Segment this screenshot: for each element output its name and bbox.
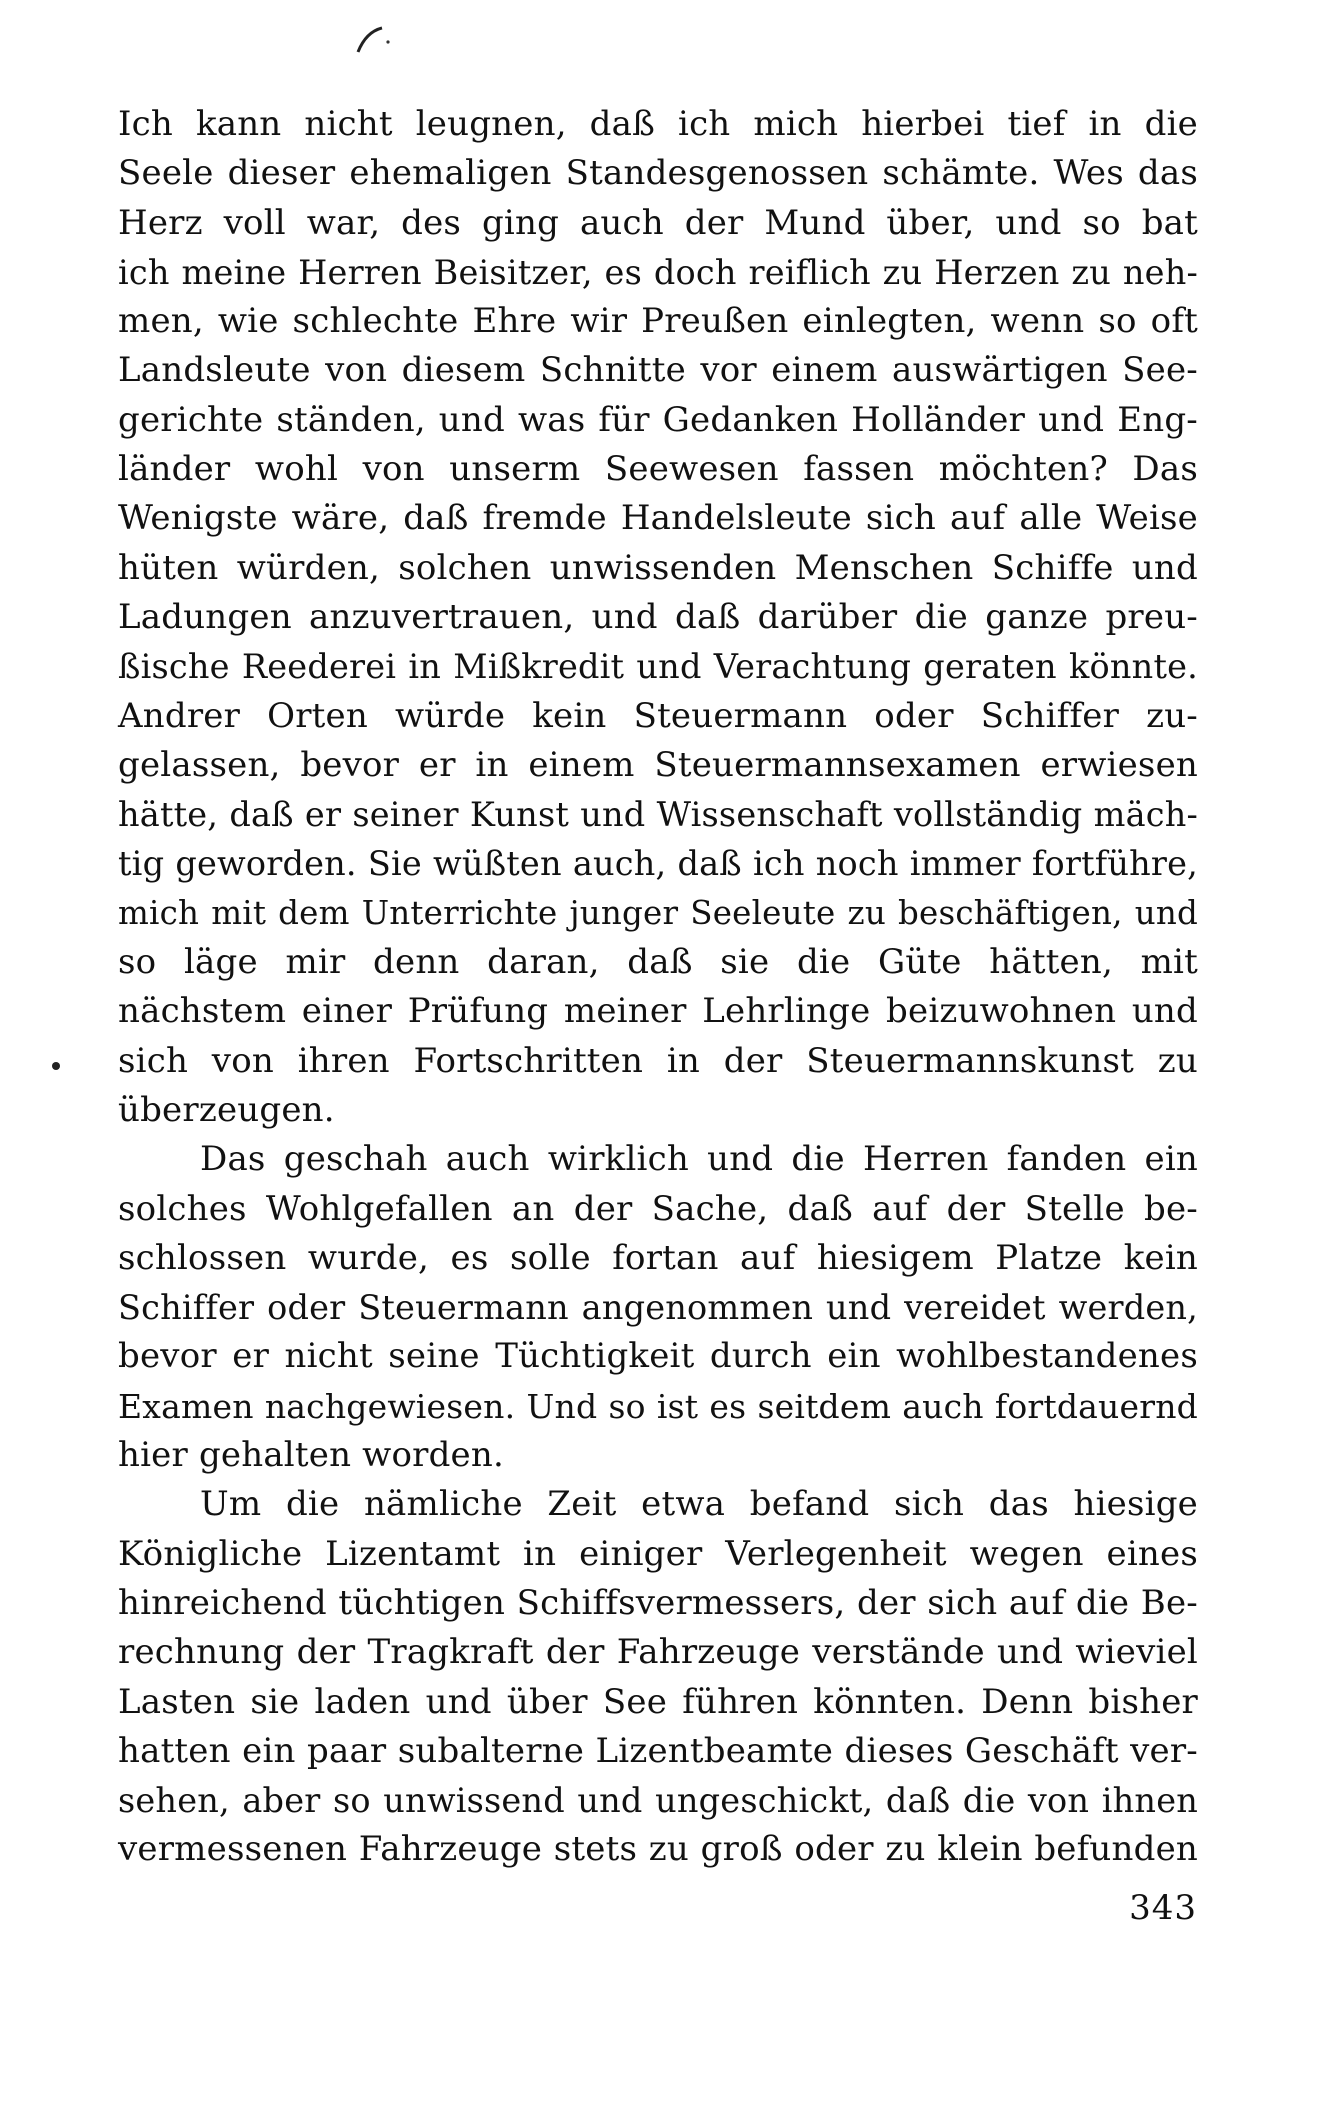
text-line: tig geworden. Sie wüßten auch, daß ich noch immer fortführe, bbox=[118, 844, 1198, 884]
text-line: Ich kann nicht leugnen, daß ich mich hierbei tief in die bbox=[118, 104, 1198, 144]
text-line: so läge mir denn daran, daß sie die Güte hätten, mit bbox=[118, 942, 1198, 983]
text-line: Wenigste wäre, daß fremde Handelsleute sich auf alle Weise bbox=[118, 498, 1198, 539]
text-line: ßische Reederei in Mißkredit und Verachtung geraten könnte. bbox=[118, 647, 1198, 687]
text-line: vermessenen Fahrzeuge stets zu groß oder zu klein befunden bbox=[118, 1829, 1198, 1870]
text-line: hüten würden, solchen unwissenden Menschen Schiffe und bbox=[118, 547, 1198, 588]
text-line: sich von ihren Fortschritten in der Steuermannskunst zu bbox=[118, 1040, 1198, 1081]
body-text bbox=[118, 100, 1198, 1875]
text-line: Herz voll war, des ging auch der Mund über, und so bat bbox=[118, 202, 1198, 243]
text-line: Ladungen anzuvertrauen, und daß darüber die ganze preu- bbox=[118, 596, 1198, 637]
page-number: 343 bbox=[1129, 1888, 1197, 1928]
text-line: bevor er nicht seine Tüchtigkeit durch ein wohlbestandenes bbox=[118, 1336, 1198, 1377]
text-line: Andrer Orten würde kein Steuermann oder Schiffer zu- bbox=[118, 695, 1198, 736]
text-line: hatten ein paar subalterne Lizentbeamte dieses Geschäft ver- bbox=[118, 1730, 1198, 1771]
text-line: Königliche Lizentamt in einiger Verlegenheit wegen eines bbox=[118, 1533, 1198, 1574]
text-line: Schiffer oder Steuermann angenommen und vereidet werden, bbox=[118, 1288, 1198, 1328]
text-line: mich mit dem Unterrichte junger Seeleute zu beschäftigen, und bbox=[118, 893, 1198, 932]
text-line: hätte, daß er seiner Kunst und Wissenschaft vollständig mäch- bbox=[118, 795, 1198, 835]
text-line: Lasten sie laden und über See führen könnten. Denn bisher bbox=[118, 1681, 1198, 1722]
text-line: hier gehalten worden. bbox=[118, 1435, 504, 1476]
stray-ink-dot bbox=[52, 1062, 60, 1070]
text-line: Das geschah auch wirklich und die Herren fanden ein bbox=[200, 1139, 1198, 1180]
stray-ink-mark bbox=[352, 22, 392, 62]
text-line: Landsleute von diesem Schnitte vor einem auswärtigen See- bbox=[118, 350, 1198, 391]
paragraph-1 bbox=[118, 100, 1198, 1135]
text-line: solches Wohlgefallen an der Sache, daß auf der Stelle be- bbox=[118, 1188, 1198, 1229]
paragraph-2 bbox=[118, 1135, 1198, 1480]
text-line: hinreichend tüchtigen Schiffsvermessers, der sich auf die Be- bbox=[118, 1582, 1198, 1623]
text-line: sehen, aber so unwissend und ungeschickt, daß die von ihnen bbox=[118, 1781, 1198, 1821]
text-line: länder wohl von unserm Seewesen fassen möchten? Das bbox=[118, 449, 1198, 490]
text-line: men, wie schlechte Ehre wir Preußen einlegten, wenn so oft bbox=[118, 301, 1198, 342]
text-line: schlossen wurde, es solle fortan auf hiesigem Platze kein bbox=[118, 1237, 1198, 1278]
text-line: Examen nachgewiesen. Und so ist es seitdem auch fortdauernd bbox=[118, 1386, 1198, 1426]
text-line: gerichte ständen, und was für Gedanken Holländer und Eng- bbox=[118, 399, 1198, 440]
text-line: gelassen, bevor er in einem Steuermannsexamen erwiesen bbox=[118, 744, 1198, 785]
text-line: ich meine Herren Beisitzer, es doch reiflich zu Herzen zu neh- bbox=[118, 252, 1198, 292]
text-line: Um die nämliche Zeit etwa befand sich das hiesige bbox=[200, 1484, 1198, 1525]
text-line: überzeugen. bbox=[118, 1089, 335, 1130]
text-line: nächstem einer Prüfung meiner Lehrlinge beizuwohnen und bbox=[118, 991, 1198, 1032]
text-line: rechnung der Tragkraft der Fahrzeuge verstände und wieviel bbox=[118, 1632, 1198, 1673]
paragraph-3 bbox=[118, 1480, 1198, 1874]
text-line: Seele dieser ehemaligen Standesgenossen schämte. Wes das bbox=[118, 153, 1198, 194]
